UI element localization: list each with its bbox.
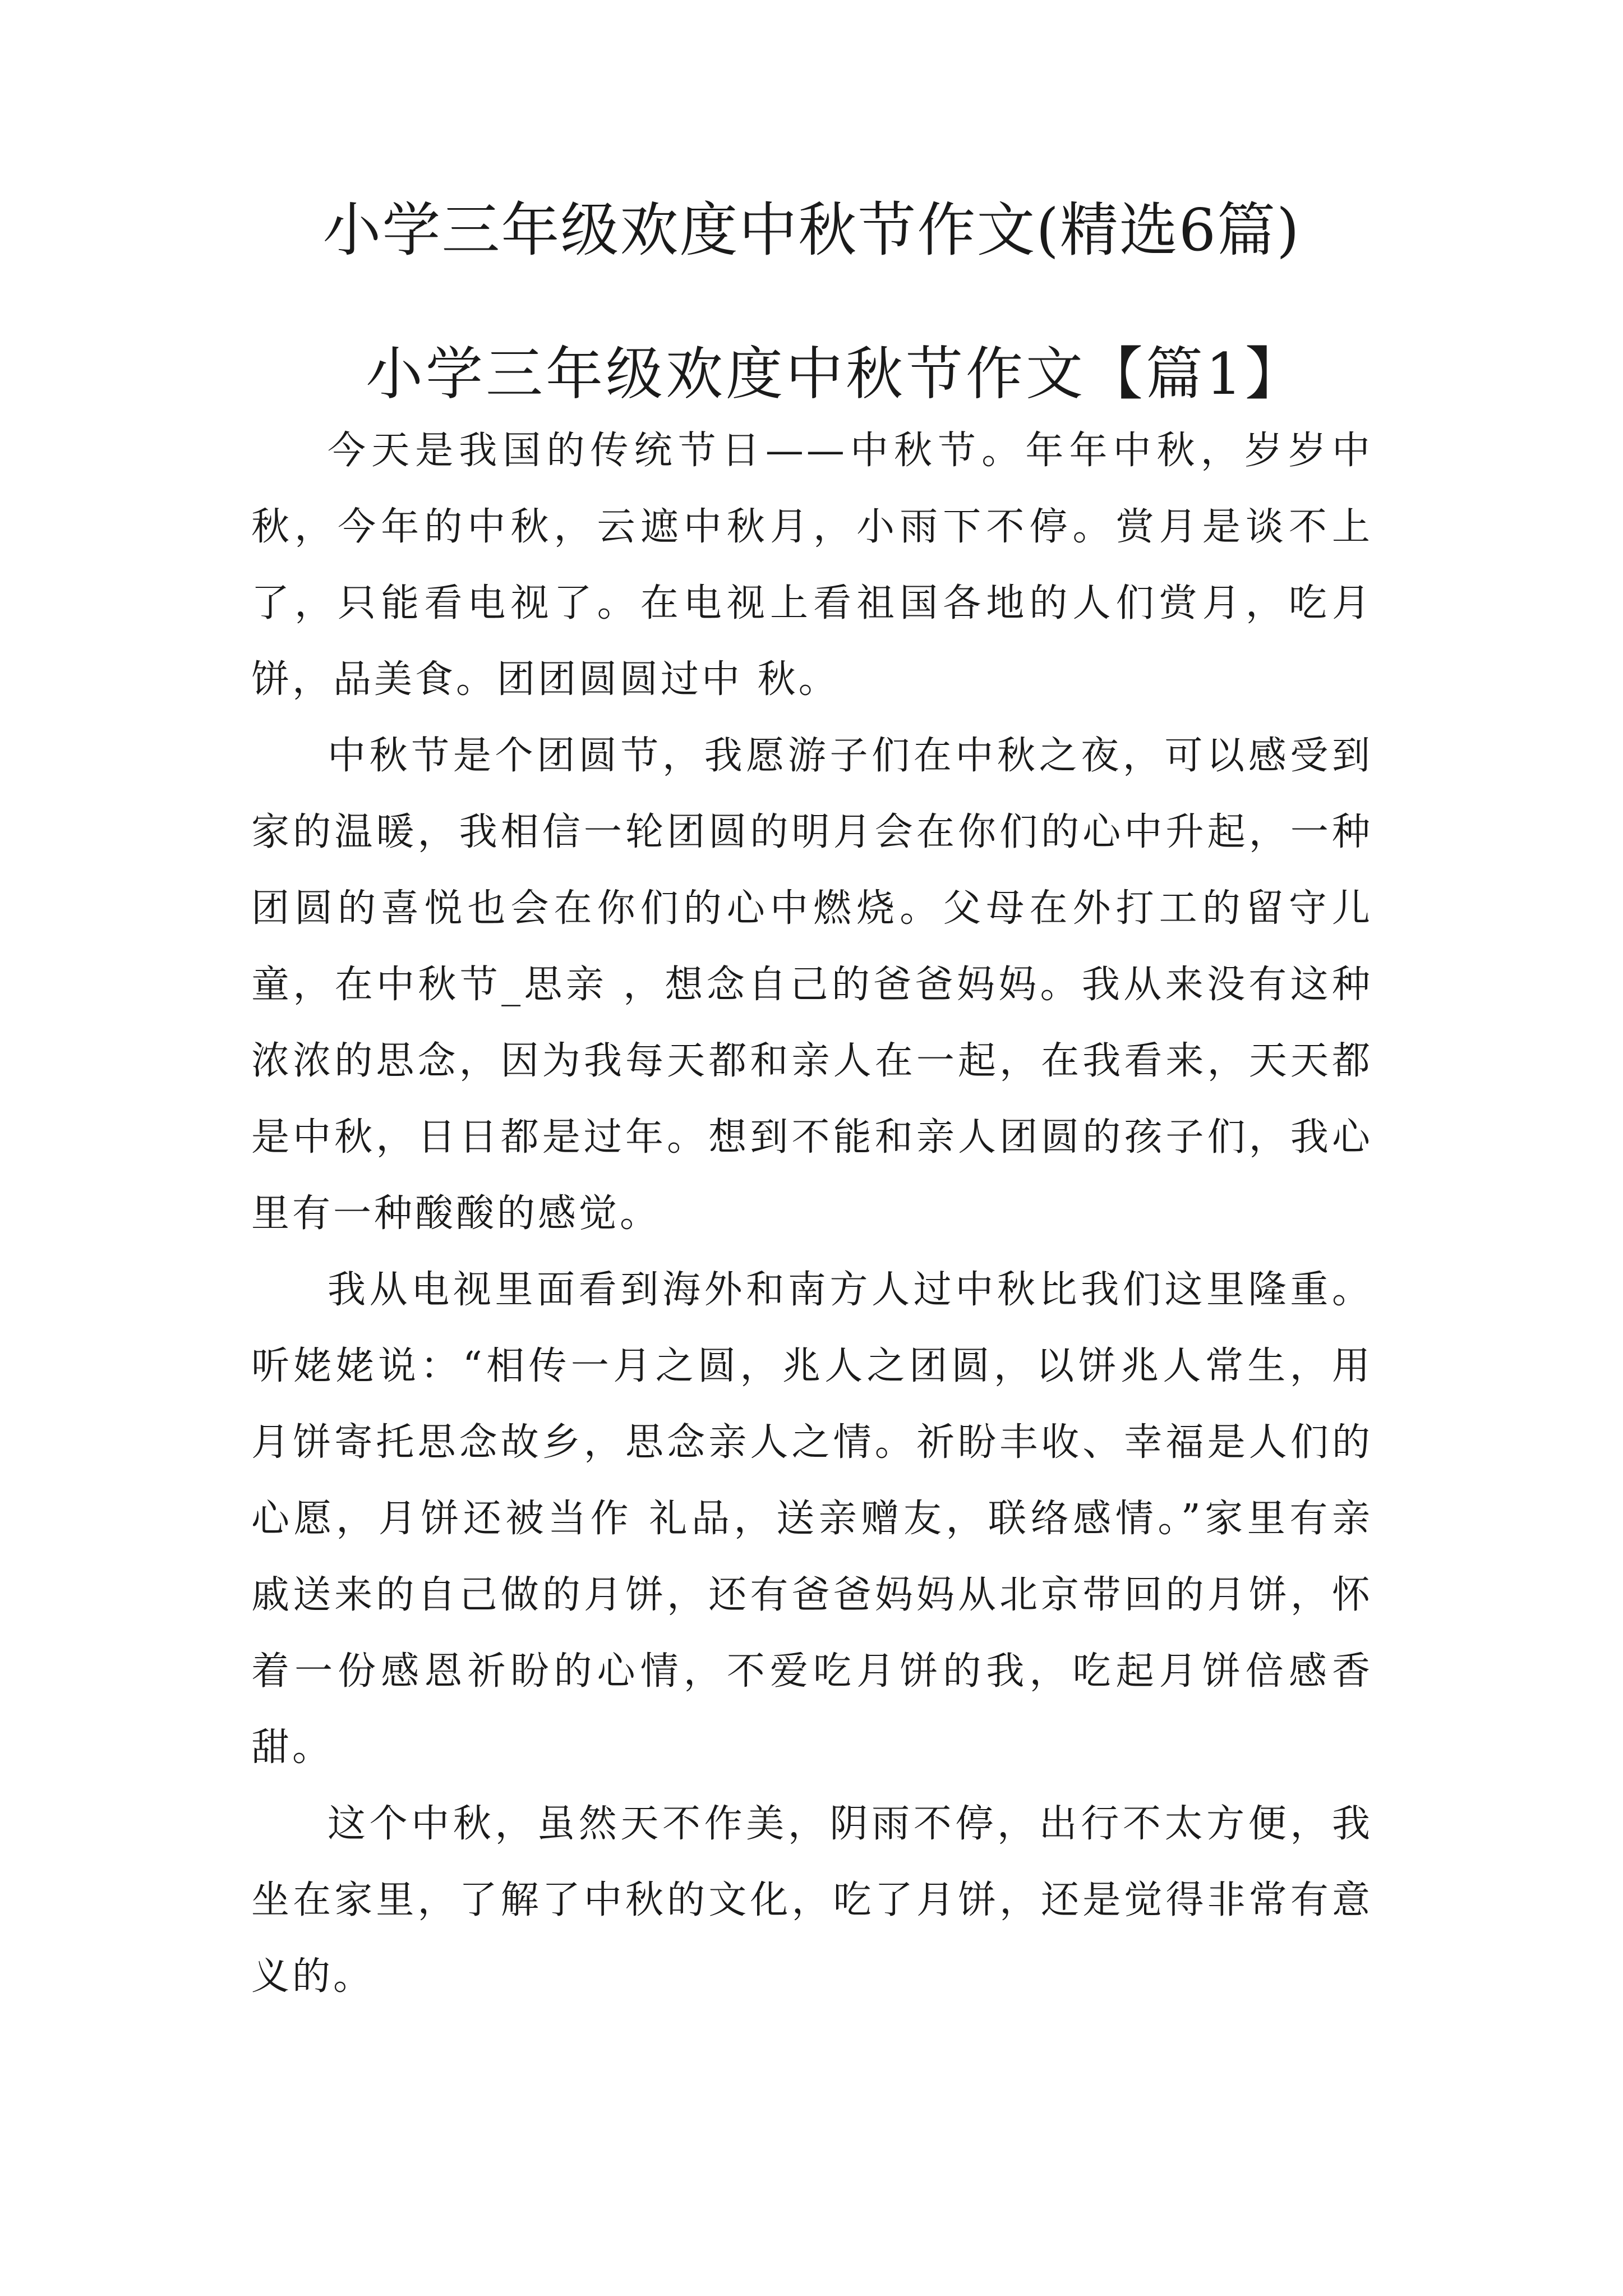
document-title: 小学三年级欢度中秋节作文(精选6篇) [322,196,1301,264]
paragraph-2: 中秋节是个团圆节，我愿游子们在中秋之夜，可以感受到家的温暖，我相信一轮团圆的明月会在你们的心中升起，一种团圆的喜悦也会在你们的心中燃烧。父母在外打工的留守儿童，在中秋节_思亲 ，想念自己的爸爸妈妈。我从来没有这种浓浓的思念，因为我每天都和亲人在一起，在我看来，天天都是中秋，日日都是过年。想到不能和亲人团圆的孩子们，我心里有一种酸酸的感觉。 [251,734,1373,1236]
paragraph-4: 这个中秋，虽然天不作美，阴雨不停，出行不太方便，我坐在家里，了解了中秋的文化，吃了月饼，还是觉得非常有意义的。 [251,1802,1373,1999]
document-body [251,337,1373,2015]
paragraph-3: 我从电视里面看到海外和南方人过中秋比我们这里隆重。听姥姥说：“相传一月之圆，兆人之团圆，以饼兆人常生，用月饼寄托思念故乡，思念亲人之情。祈盼丰收、幸福是人们的心愿，月饼还被当作 礼品，送亲赠友，联络感情。”家里有亲戚送来的自己做的月饼，还有爸爸妈妈从北京带回的月饼，怀着一份感恩祈盼的心情，不爱吃月饼的我，吃起月饼倍感香甜。 [251,1268,1373,1770]
section-heading: 小学三年级欢度中秋节作文【篇1】 [366,341,1305,408]
paragraph-1: 今天是我国的传统节日——中秋节。年年中秋，岁岁中秋，今年的中秋，云遮中秋月，小雨下不停。赏月是谈不上了，只能看电视了。在电视上看祖国各地的人们赏月，吃月饼，品美食。团团圆圆过中 秋。 [251,429,1373,702]
